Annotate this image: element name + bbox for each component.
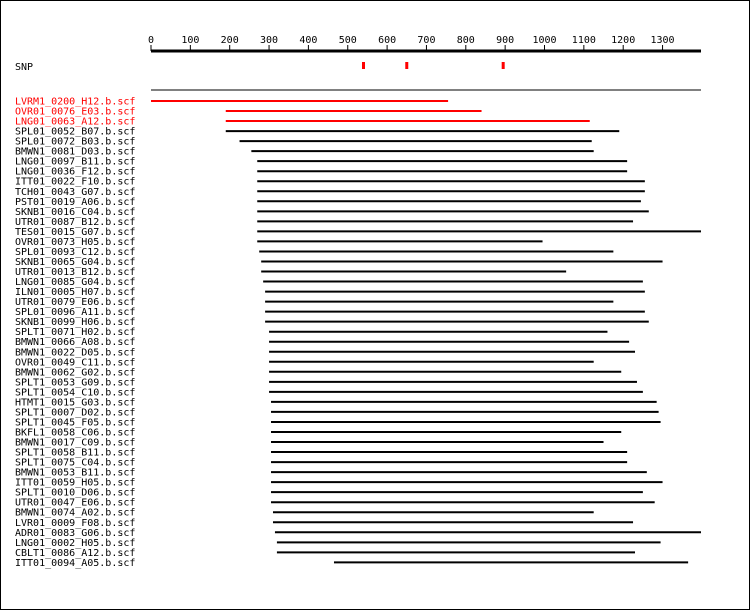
scale-tick-label: 1000 (532, 35, 557, 46)
read-label: OVR01_0076_E03.b.scf (15, 106, 136, 118)
read-label: CBLT1_0086_A12.b.scf (15, 547, 136, 559)
read-label: SPL01_0093_C12.b.scf (15, 246, 136, 258)
read-label: UTR01_0013_B12.b.scf (15, 267, 136, 279)
read-label: LNG01_0002_H05.b.scf (15, 537, 136, 549)
read-label: BMWN1_0074_A02.b.scf (15, 507, 136, 519)
read-label: SPLT1_0007_D02.b.scf (15, 407, 136, 419)
read-label: BMWN1_0062_G02.b.scf (15, 367, 136, 379)
snp-label: SNP (15, 62, 34, 73)
read-label: TES01_0015_G07.b.scf (15, 226, 136, 238)
read-label: OVR01_0049_C11.b.scf (15, 357, 136, 369)
read-label: SPL01_0052_B07.b.scf (15, 126, 136, 138)
read-label: SPLT1_0075_C04.b.scf (15, 457, 136, 469)
read-label: SPLT1_0071_H02.b.scf (15, 327, 136, 339)
read-label: ADR01_0083_G06.b.scf (15, 527, 136, 539)
read-label: SPL01_0096_A11.b.scf (15, 307, 136, 319)
read-label: LVRM1_0200_H12.b.scf (15, 96, 136, 108)
read-label: ILN01_0005_H07.b.scf (15, 287, 136, 299)
read-label: BMWN1_0081_D03.b.scf (15, 146, 136, 158)
read-label: SKNB1_0016_C04.b.scf (15, 206, 136, 218)
scale-tick-label: 300 (260, 35, 279, 46)
scale-tick-label: 1100 (571, 35, 596, 46)
scale-tick-label: 700 (417, 35, 436, 46)
read-label: ITT01_0059_H05.b.scf (15, 477, 136, 489)
read-label: SKNB1_0099_H06.b.scf (15, 317, 136, 329)
read-label: SPLT1_0058_B11.b.scf (15, 447, 136, 459)
read-label: SPLT1_0010_D06.b.scf (15, 487, 136, 499)
read-label: PST01_0019_A06.b.scf (15, 196, 136, 208)
read-label: LNG01_0085_G04.b.scf (15, 277, 136, 289)
scale-tick-label: 0 (147, 35, 155, 46)
read-label: ITT01_0094_A05.b.scf (15, 557, 136, 569)
alignment-diagram (1, 1, 749, 609)
scale-tick-label: 100 (181, 35, 200, 46)
read-label: LNG01_0063_A12.b.scf (15, 116, 136, 128)
read-label: ITT01_0022_F10.b.scf (15, 176, 136, 188)
read-label: OVR01_0073_H05.b.scf (15, 236, 136, 248)
scale-tick-label: 1200 (611, 35, 636, 46)
scale-tick-label: 200 (220, 35, 239, 46)
read-label: SPL01_0072_B03.b.scf (15, 136, 136, 148)
read-label: LNG01_0036_F12.b.scf (15, 166, 136, 178)
read-label: BMWN1_0066_A08.b.scf (15, 337, 136, 349)
read-label: SPLT1_0053_G09.b.scf (15, 377, 136, 389)
read-label: BKFL1_0058_C06.b.scf (15, 427, 136, 439)
read-label: UTR01_0079_E06.b.scf (15, 297, 136, 309)
read-label: LVR01_0009_F08.b.scf (15, 517, 136, 529)
read-label: SPLT1_0045_F05.b.scf (15, 417, 136, 429)
scale-tick-label: 800 (456, 35, 475, 46)
read-label: TCH01_0043_G07.b.scf (15, 186, 136, 198)
read-label: HTMT1_0015_G03.b.scf (15, 397, 136, 409)
read-label: BMWN1_0017_C09.b.scf (15, 437, 136, 449)
read-label: BMWN1_0053_B11.b.scf (15, 467, 136, 479)
read-label: UTR01_0047_E06.b.scf (15, 497, 136, 509)
read-label: LNG01_0097_B11.b.scf (15, 156, 136, 168)
read-label: SPLT1_0054_C10.b.scf (15, 387, 136, 399)
scale-tick-label: 400 (299, 35, 318, 46)
scale-tick-label: 1300 (650, 35, 675, 46)
scale-tick-label: 600 (378, 35, 397, 46)
read-label: SKNB1_0065_G04.b.scf (15, 256, 136, 268)
read-label: UTR01_0087_B12.b.scf (15, 216, 136, 228)
read-label: BMWN1_0022_D05.b.scf (15, 347, 136, 359)
scale-tick-label: 500 (338, 35, 357, 46)
scale-tick-label: 900 (496, 35, 515, 46)
